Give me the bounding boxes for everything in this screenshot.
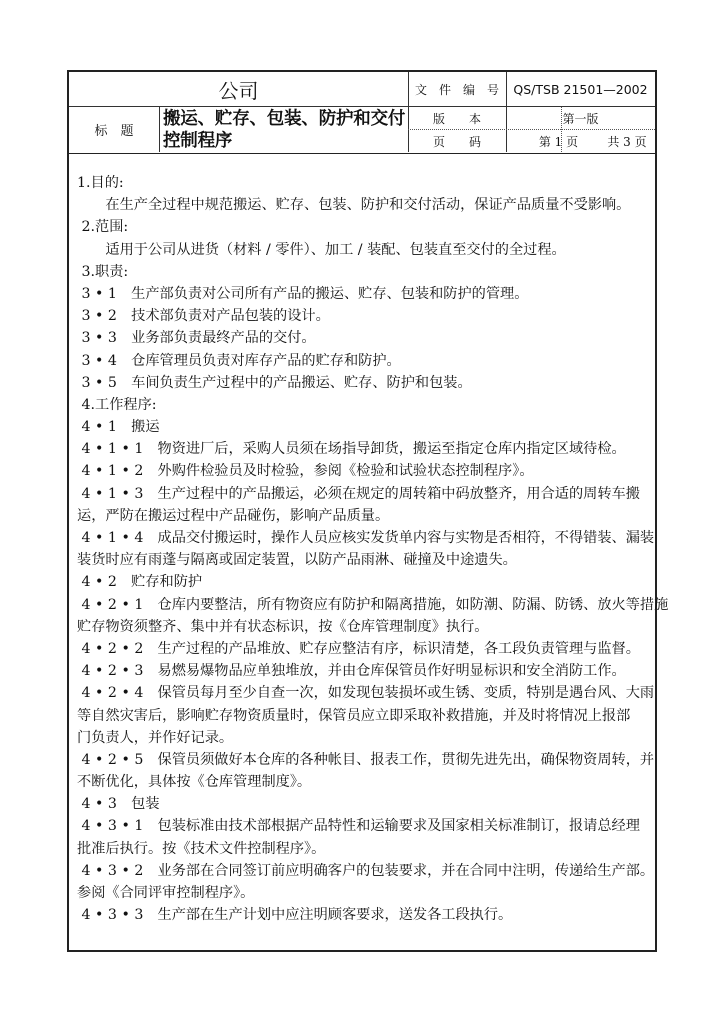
text-line: 3 • 5 车间负责生产过程中的产品搬运、贮存、防护和包装。 <box>77 374 472 391</box>
doc-number-label: 文 件 编 号 <box>414 82 499 97</box>
text-line: 2.范围: <box>77 219 129 236</box>
version-value: 第一版 <box>562 111 599 126</box>
page-number: 第 1 页 <box>538 134 579 149</box>
text-line: 4 • 2 • 2 生产过程的产品堆放、贮存应整洁有序，标识清楚，各工段负责管理与监督。 <box>77 640 640 657</box>
text-line: 3 • 1 生产部负责对公司所有产品的搬运、贮存、包装和防护的管理。 <box>77 285 529 302</box>
text-line: 4 • 3 • 2 业务部在合同签订前应明确客户的包装要求，并在合同中注明，传递给生产部。 <box>77 862 655 879</box>
text-line: 门负责人，并作好记录。 <box>77 729 234 746</box>
text-line: 贮存物资须整齐、集中并有状态标识，按《仓库管理制度》执行。 <box>77 618 489 635</box>
text-line: 4 • 3 • 3 生产部在生产计划中应注明顾客要求，送发各工段执行。 <box>77 907 513 924</box>
text-line: 4 • 3 • 1 包装标准由技术部根据产品特性和运输要求及国家相关标准制订，报请总经理 <box>77 818 640 835</box>
text-line: 4 • 1 • 2 外购件检验员及时检验，参阅《检验和试验状态控制程序》。 <box>77 463 534 480</box>
text-line: 4 • 1 搬运 <box>77 419 160 436</box>
text-line: 4 • 1 • 4 成品交付搬运时，操作人员应核实发货单内容与实物是否相符，不得错装、漏装 <box>77 530 655 546</box>
version-label: 版 本 <box>432 111 481 126</box>
document-body <box>77 172 669 926</box>
text-line: 4 • 3 包装 <box>77 796 160 813</box>
text-line: 等自然灾害后，影响贮存物资质量时，保管员应立即采取补救措施，并及时将情况上报部 <box>77 707 631 724</box>
document-title: 搬运、贮存、包装、防护和交付控制程序 <box>163 109 406 151</box>
document-frame <box>67 70 669 952</box>
text-line: 4 • 2 • 1 仓库内要整洁，所有物资应有防护和隔离措施，如防潮、防漏、防锈、放火等措施 <box>77 596 669 613</box>
text-line: 运，严防在搬运过程中产品碰伤，影响产品质量。 <box>77 507 390 524</box>
text-line: 适用于公司从进货（材料 / 零件）、加工 / 装配、包装直至交付的全过程。 <box>77 241 566 258</box>
text-line: 4 • 2 • 4 保管员每月至少自查一次，如发现包装损坏或生锈、变质，特别是遇台风、大雨 <box>77 685 655 702</box>
text-line: 3 • 4 仓库管理员负责对库存产品的贮存和防护。 <box>77 352 401 369</box>
text-line: 3 • 2 技术部负责对产品包装的设计。 <box>77 308 330 325</box>
text-line: 参阅《合同评审控制程序》。 <box>77 885 255 901</box>
document-header <box>69 72 655 154</box>
text-line: 4 • 1 • 3 生产过程中的产品搬运，必须在规定的周转箱中码放整齐，用合适的周转车搬 <box>77 485 640 502</box>
text-line: 4.工作程序: <box>77 396 157 413</box>
text-line: 4 • 2 • 3 易燃易爆物品应单独堆放，并由仓库保管员作好明显标识和安全消防工作。 <box>77 663 626 680</box>
text-line: 装货时应有雨蓬与隔离或固定装置，以防产品雨淋、碰撞及中途遗失。 <box>77 552 517 569</box>
total-pages: 共 3 页 <box>607 134 647 149</box>
text-line: 在生产全过程中规范搬运、贮存、包装、防护和交付活动，保证产品质量不受影响。 <box>77 197 631 214</box>
text-line: 3 • 3 业务部负责最终产品的交付。 <box>77 330 316 347</box>
doc-number: QS/TSB 21501—2002 <box>513 81 648 97</box>
title-label: 标 题 <box>94 124 134 139</box>
company-name: 公司 <box>218 78 259 103</box>
text-line: 不断优化，具体按《仓库管理制度》。 <box>77 774 312 791</box>
text-line: 3.职责: <box>77 263 129 280</box>
text-line: 批准后执行。按《技术文件控制程序》。 <box>77 840 326 857</box>
text-line: 4 • 2 贮存和防护 <box>77 574 203 591</box>
text-line: 1.目的: <box>77 175 124 191</box>
text-line: 4 • 1 • 1 物资进厂后，采购人员须在场指导卸货，搬运至指定仓库内指定区域待检。 <box>77 441 626 458</box>
text-line: 4 • 2 • 5 保管员须做好本仓库的各种帐目、报表工作，贯彻先进先出，确保物资周转，并 <box>77 751 655 768</box>
page-label: 页 码 <box>432 134 481 149</box>
